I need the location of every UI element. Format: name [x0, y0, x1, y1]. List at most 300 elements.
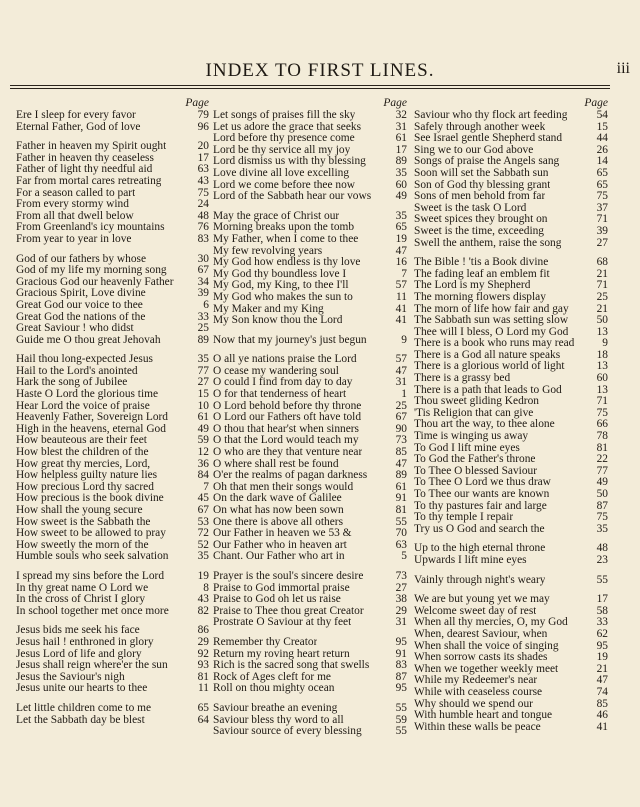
- entry-first-line: Morning breaks upon the tomb: [213, 222, 355, 234]
- header-rule-top: [10, 85, 610, 86]
- index-entry: [414, 315, 608, 327]
- entry-first-line: My Maker and my King: [213, 303, 324, 315]
- index-entry: [16, 222, 209, 234]
- index-entry: [414, 168, 608, 180]
- entry-page-number: 89: [395, 156, 407, 168]
- entry-page-number: 27: [197, 377, 209, 389]
- entry-first-line: Rich is the sacred song that swells: [213, 660, 370, 672]
- index-entry: [213, 551, 407, 563]
- entry-page-number: 91: [395, 493, 407, 505]
- entry-first-line: Far from mortal cares retreating: [16, 175, 162, 187]
- index-entry: [213, 459, 407, 471]
- index-entry: [213, 156, 407, 168]
- entry-first-line: How helpless guilty nature lies: [16, 470, 158, 482]
- entry-page-number: 17: [197, 152, 209, 164]
- index-entry: [414, 361, 608, 373]
- entry-first-line: Jesus hail ! enthroned in glory: [16, 636, 154, 648]
- entry-page-number: 21: [596, 268, 608, 280]
- entry-page-number: 47: [395, 458, 407, 470]
- entry-page-number: 5: [401, 551, 407, 563]
- page-number: iii: [616, 60, 630, 77]
- entry-first-line: While with ceaseless course: [414, 686, 543, 698]
- entry-first-line: Jesus Lord of life and glory: [16, 648, 142, 660]
- entry-page-number: 65: [596, 179, 608, 191]
- index-entry: [16, 312, 209, 324]
- entry-page-number: 47: [596, 675, 608, 687]
- entry-first-line: Hail thou long-expected Jesus: [16, 354, 153, 366]
- entry-first-line: When shall the voice of singing: [414, 640, 559, 652]
- entry-page-number: 77: [596, 465, 608, 477]
- entry-first-line: Why should we spend our: [414, 698, 533, 710]
- entry-page-number: 85: [596, 698, 608, 710]
- entry-page-number: 10: [197, 400, 209, 412]
- entry-page-number: 6: [203, 299, 209, 311]
- entry-page-number: 34: [197, 276, 209, 288]
- entry-first-line: How great thy mercies, Lord,: [16, 458, 151, 470]
- entry-first-line: To Thee O blessed Saviour: [414, 465, 537, 477]
- entry-first-line: Time is winging us away: [414, 431, 529, 443]
- entry-page-number: 55: [395, 726, 407, 738]
- entry-first-line: Saviour source of every blessing: [213, 726, 362, 738]
- entry-first-line: Great Saviour ! who didst: [16, 323, 134, 335]
- entry-page-number: 37: [596, 202, 608, 214]
- entry-page-number: 74: [596, 686, 608, 698]
- entry-first-line: Our Father who in heaven art: [213, 539, 347, 551]
- index-entry: [16, 703, 209, 715]
- entry-page-number: 39: [596, 225, 608, 237]
- entry-page-number: 7: [203, 481, 209, 493]
- entry-first-line: Jesus bids me seek his face: [16, 625, 140, 637]
- entry-first-line: My God, my King, to thee I'll: [213, 280, 349, 292]
- entry-page-number: 44: [596, 133, 608, 145]
- entry-page-number: 14: [596, 156, 608, 168]
- index-entry: [213, 180, 407, 192]
- entry-first-line: O Lord our Fathers oft have told: [213, 412, 362, 424]
- entry-first-line: God of my life my morning song: [16, 265, 167, 277]
- index-entry: [16, 528, 209, 540]
- index-entry: [414, 501, 608, 513]
- entry-first-line: To God I lift mine eyes: [414, 442, 520, 454]
- entry-first-line: Father of light thy needful aid: [16, 164, 153, 176]
- index-entry: [16, 300, 209, 312]
- index-entry: [16, 234, 209, 246]
- entry-first-line: Lord dismiss us with thy blessing: [213, 156, 366, 168]
- index-entry: [213, 401, 407, 413]
- entry-first-line: Thee will I bless, O Lord my God: [414, 326, 569, 338]
- entry-first-line: There is a book who runs may read: [414, 338, 575, 350]
- entry-first-line: While my Redeemer's near: [414, 675, 538, 687]
- entry-first-line: O could I find from day to day: [213, 377, 353, 389]
- entry-page-number: 55: [395, 516, 407, 528]
- entry-first-line: Try us O God and search the: [414, 523, 545, 535]
- index-entry: [16, 540, 209, 552]
- entry-page-number: 22: [596, 454, 608, 466]
- index-entry: [16, 323, 209, 335]
- entry-page-number: 35: [395, 167, 407, 179]
- entry-page-number: 73: [395, 570, 407, 582]
- index-entry: [414, 338, 608, 350]
- index-entry: [414, 191, 608, 203]
- index-entry: [16, 412, 209, 424]
- index-entry: [414, 722, 608, 734]
- index-entry: [414, 431, 608, 443]
- entry-first-line: There is a path that leads to God: [414, 384, 562, 396]
- entry-page-number: 60: [596, 373, 608, 385]
- index-entry: [414, 396, 608, 408]
- index-entry: [414, 408, 608, 420]
- index-entry: [414, 145, 608, 157]
- index-entry: [16, 447, 209, 459]
- index-entry: [414, 477, 608, 489]
- entry-page-number: 19: [596, 652, 608, 664]
- entry-page-number: 70: [395, 528, 407, 540]
- index-column-2: [213, 98, 407, 738]
- index-entry: [16, 199, 209, 211]
- index-entry: [414, 226, 608, 238]
- entry-page-number: 65: [596, 167, 608, 179]
- entry-first-line: How sweet is the Sabbath the: [16, 516, 151, 528]
- column-page-label: Page: [584, 97, 608, 109]
- entry-page-number: 95: [395, 683, 407, 695]
- index-entry: [213, 540, 407, 552]
- entry-first-line: The morning flowers display: [414, 291, 546, 303]
- index-entry: [16, 335, 209, 347]
- index-entry: [213, 110, 407, 122]
- entry-page-number: 64: [197, 714, 209, 726]
- index-entry: [414, 489, 608, 501]
- entry-page-number: 24: [197, 199, 209, 211]
- entry-first-line: The Bible ! 'tis a Book divine: [414, 257, 549, 269]
- entry-first-line: Saviour who thy flock art feeding: [414, 110, 568, 121]
- entry-page-number: 21: [596, 303, 608, 315]
- entry-first-line: The Sabbath sun was setting slow: [414, 315, 569, 327]
- index-entry: [16, 551, 209, 563]
- index-entry: [213, 335, 407, 347]
- index-entry: [213, 389, 407, 401]
- entry-first-line: From every stormy wind: [16, 199, 129, 211]
- entry-page-number: 13: [596, 361, 608, 373]
- entry-first-line: Saviour breathe an evening: [213, 702, 338, 714]
- entry-first-line: Sweet spices they brought on: [414, 214, 548, 226]
- index-entry: [414, 454, 608, 466]
- entry-first-line: Gracious God our heavenly Father: [16, 276, 174, 288]
- entry-page-number: 81: [596, 442, 608, 454]
- entry-page-number: 48: [197, 210, 209, 222]
- index-entry: [213, 145, 407, 157]
- entry-first-line: To Thee our wants are known: [414, 489, 550, 500]
- entry-page-number: 73: [395, 435, 407, 447]
- entry-page-number: 41: [596, 721, 608, 733]
- index-entry: [414, 443, 608, 455]
- entry-first-line: Welcome sweet day of rest: [414, 605, 537, 617]
- entry-page-number: 89: [395, 470, 407, 482]
- entry-first-line: Love divine all love excelling: [213, 167, 350, 179]
- index-entry: [213, 637, 407, 649]
- index-entry: [213, 493, 407, 505]
- index-entry: [414, 594, 608, 606]
- entry-page-number: 85: [395, 447, 407, 459]
- entry-page-number: 68: [596, 257, 608, 269]
- entry-page-number: 67: [197, 505, 209, 516]
- entry-first-line: Let us adore the grace that seeks: [213, 121, 362, 133]
- group-spacer: [213, 563, 407, 571]
- entry-page-number: 32: [395, 110, 407, 121]
- entry-first-line: My Son know thou the Lord: [213, 315, 343, 327]
- index-entry: [16, 211, 209, 223]
- index-column-1: [16, 98, 209, 726]
- entry-first-line: 'Tis Religion that can give: [414, 407, 534, 419]
- entry-page-number: 86: [197, 625, 209, 637]
- index-entry: [213, 571, 407, 583]
- index-entry: [16, 401, 209, 413]
- entry-page-number: 79: [197, 110, 209, 121]
- index-entry: [414, 292, 608, 304]
- entry-page-number: 77: [197, 365, 209, 377]
- entry-first-line: God of our fathers by whose: [16, 253, 147, 265]
- entry-first-line: How beauteous are their feet: [16, 435, 147, 447]
- entry-first-line: Let the Sabbath day be blest: [16, 714, 145, 726]
- entry-page-number: 60: [395, 179, 407, 191]
- entry-first-line: O for that tenderness of heart: [213, 389, 347, 401]
- entry-page-number: 71: [596, 396, 608, 408]
- entry-page-number: 66: [596, 419, 608, 431]
- entry-first-line: How sweetly the morn of the: [16, 539, 149, 551]
- entry-page-number: 87: [596, 500, 608, 512]
- group-spacer: [414, 535, 608, 543]
- entry-page-number: 61: [395, 133, 407, 145]
- index-entry: [16, 424, 209, 436]
- index-entry: [213, 354, 407, 366]
- index-entry: [414, 238, 608, 250]
- index-entry: [16, 672, 209, 684]
- entry-page-number: 49: [197, 423, 209, 435]
- index-entry: [213, 304, 407, 316]
- entry-page-number: 61: [395, 481, 407, 493]
- entry-page-number: 25: [395, 400, 407, 412]
- entry-page-number: 75: [596, 191, 608, 203]
- index-entry: [16, 625, 209, 637]
- entry-page-number: 29: [197, 636, 209, 648]
- entry-first-line: Within these walls be peace: [414, 721, 541, 733]
- entry-page-number: 84: [197, 470, 209, 482]
- page-title: INDEX TO FIRST LINES.: [205, 60, 435, 81]
- entry-page-number: 83: [395, 660, 407, 672]
- entry-page-number: 19: [395, 233, 407, 245]
- index-entry: [16, 435, 209, 447]
- index-entry: [213, 168, 407, 180]
- entry-page-number: 17: [596, 594, 608, 606]
- entry-first-line: Let songs of praises fill the sky: [213, 110, 356, 121]
- entry-page-number: 67: [197, 265, 209, 277]
- entry-first-line: Eternal Father, God of love: [16, 121, 141, 133]
- entry-first-line: Soon will set the Sabbath sun: [414, 167, 549, 179]
- group-spacer: [414, 249, 608, 257]
- index-entry: [414, 110, 608, 122]
- index-entry: [16, 493, 209, 505]
- index-entry: [414, 699, 608, 711]
- entry-page-number: 35: [197, 551, 209, 563]
- entry-first-line: Ere I sleep for every favor: [16, 110, 136, 121]
- entry-page-number: 35: [395, 210, 407, 222]
- index-entry: [213, 211, 407, 223]
- group-spacer: [16, 346, 209, 354]
- index-entry: [213, 424, 407, 436]
- entry-first-line: How precious Lord thy sacred: [16, 481, 154, 493]
- entry-first-line: Humble souls who seek salvation: [16, 551, 169, 563]
- entry-first-line: How precious is the book divine: [16, 493, 164, 505]
- index-entry: [213, 366, 407, 378]
- group-spacer: [213, 629, 407, 637]
- entry-first-line: Remember thy Creator: [213, 636, 318, 648]
- entry-first-line: To thy temple I repair: [414, 512, 514, 524]
- entry-first-line: On the dark wave of Galilee: [213, 493, 342, 505]
- entry-page-number: 31: [395, 121, 407, 133]
- entry-page-number: 15: [197, 389, 209, 401]
- group-spacer: [213, 346, 407, 354]
- entry-first-line: From Greenland's icy mountains: [16, 222, 165, 234]
- index-entry: [213, 726, 407, 738]
- index-entry: [414, 710, 608, 722]
- entry-page-number: 72: [197, 528, 209, 540]
- entry-page-number: 57: [395, 354, 407, 366]
- entry-page-number: 47: [395, 245, 407, 257]
- index-entry: [414, 664, 608, 676]
- entry-first-line: When all thy mercies, O, my God: [414, 617, 568, 629]
- entry-page-number: 43: [197, 175, 209, 187]
- index-entry: [16, 583, 209, 595]
- entry-page-number: 46: [596, 710, 608, 722]
- index-entry: [414, 269, 608, 281]
- entry-first-line: Guide me O thou great Jehovah: [16, 334, 161, 346]
- entry-page-number: 8: [203, 582, 209, 594]
- entry-first-line: O all ye nations praise the Lord: [213, 354, 357, 366]
- entry-first-line: Jesus shall reign where'er the sun: [16, 660, 168, 672]
- entry-page-number: 49: [596, 477, 608, 489]
- entry-page-number: 59: [197, 435, 209, 447]
- entry-page-number: 45: [197, 493, 209, 505]
- group-spacer: [16, 563, 209, 571]
- entry-first-line: Upwards I lift mine eyes: [414, 554, 527, 566]
- entry-first-line: My few revolving years: [213, 245, 323, 257]
- index-entry: [16, 459, 209, 471]
- entry-page-number: 15: [596, 121, 608, 133]
- entry-first-line: Great God our voice to thee: [16, 299, 143, 311]
- index-entry: [213, 269, 407, 281]
- index-entry: [213, 222, 407, 234]
- entry-first-line: In the cross of Christ I glory: [16, 594, 146, 606]
- entry-page-number: 38: [395, 594, 407, 606]
- index-entry: [414, 606, 608, 618]
- entry-first-line: My God who makes the sun to: [213, 291, 353, 303]
- entry-page-number: 39: [197, 288, 209, 300]
- entry-first-line: Our Father in heaven we 53 &: [213, 528, 352, 540]
- index-entry: [16, 141, 209, 153]
- entry-first-line: Father in heaven my Spirit ought: [16, 141, 167, 153]
- index-entry: [16, 188, 209, 200]
- entry-page-number: 95: [596, 640, 608, 652]
- entry-page-number: 91: [395, 648, 407, 660]
- index-entry: [213, 447, 407, 459]
- entry-page-number: 87: [395, 671, 407, 683]
- entry-page-number: 71: [596, 280, 608, 292]
- index-entry: [213, 528, 407, 540]
- index-entry: [16, 389, 209, 401]
- entry-page-number: 75: [197, 187, 209, 199]
- entry-page-number: 54: [596, 110, 608, 121]
- entry-first-line: There is a glorious world of light: [414, 361, 565, 373]
- entry-page-number: 20: [197, 141, 209, 153]
- entry-page-number: 48: [596, 543, 608, 555]
- index-entry: [414, 675, 608, 687]
- entry-page-number: 63: [197, 164, 209, 176]
- index-entry: [414, 555, 608, 567]
- entry-first-line: Sing we to our God above: [414, 144, 534, 156]
- entry-page-number: 53: [197, 516, 209, 528]
- entry-page-number: 26: [596, 144, 608, 156]
- entry-first-line: Chant. Our Father who art in: [213, 551, 345, 563]
- index-entry: [16, 110, 209, 122]
- entry-first-line: There is a grassy bed: [414, 373, 511, 385]
- entry-first-line: There is a God all nature speaks: [414, 349, 561, 361]
- entry-first-line: When sorrow casts its shades: [414, 652, 548, 664]
- index-entry: [213, 606, 407, 618]
- entry-first-line: O who are they that venture near: [213, 447, 363, 459]
- index-entry: [414, 575, 608, 587]
- entry-first-line: In thy great name O Lord we: [16, 582, 149, 594]
- index-entry: [213, 470, 407, 482]
- entry-page-number: 11: [198, 683, 209, 695]
- entry-first-line: Sweet is the time, exceeding: [414, 225, 545, 237]
- entry-first-line: Praise to God oh let us raise: [213, 594, 341, 606]
- entry-first-line: Prostrate O Saviour at thy feet: [213, 617, 352, 629]
- entry-page-number: 93: [197, 660, 209, 672]
- entry-page-number: 81: [197, 671, 209, 683]
- entry-first-line: O'er the realms of pagan darkness: [213, 470, 368, 482]
- entry-page-number: 82: [197, 605, 209, 617]
- index-entry: [213, 292, 407, 304]
- entry-page-number: 55: [395, 702, 407, 714]
- entry-first-line: How blest the children of the: [16, 447, 149, 459]
- entry-first-line: How sweet to be allowed to pray: [16, 528, 166, 540]
- index-entry: [213, 377, 407, 389]
- entry-first-line: Lord we come before thee now: [213, 179, 356, 191]
- entry-page-number: 9: [602, 338, 608, 350]
- index-entry: [414, 180, 608, 192]
- index-entry: [213, 715, 407, 727]
- entry-page-number: 78: [596, 431, 608, 443]
- entry-first-line: Hark the song of Jubilee: [16, 377, 128, 389]
- entry-page-number: 61: [197, 412, 209, 424]
- entry-first-line: Let little children come to me: [16, 702, 152, 714]
- entry-first-line: Now that my journey's just begun: [213, 334, 367, 346]
- entry-first-line: Songs of praise the Angels sang: [414, 156, 560, 168]
- entry-first-line: Heavenly Father, Sovereign Lord: [16, 412, 169, 424]
- entry-page-number: 41: [395, 303, 407, 315]
- entry-first-line: The fading leaf an emblem fit: [414, 268, 550, 280]
- index-entry: [414, 652, 608, 664]
- index-entry: [213, 649, 407, 661]
- entry-first-line: Jesus unite our hearts to thee: [16, 683, 148, 695]
- entry-first-line: My God how endless is thy love: [213, 257, 361, 269]
- entry-first-line: O that the Lord would teach my: [213, 435, 359, 447]
- group-spacer: [414, 586, 608, 594]
- entry-page-number: 33: [596, 617, 608, 629]
- entry-first-line: Lord before thy presence come: [213, 133, 355, 145]
- entry-first-line: When we together weekly meet: [414, 663, 559, 675]
- entry-first-line: On what has now been sown: [213, 505, 344, 516]
- entry-first-line: My God thy boundless love I: [213, 268, 347, 280]
- entry-page-number: 75: [596, 512, 608, 524]
